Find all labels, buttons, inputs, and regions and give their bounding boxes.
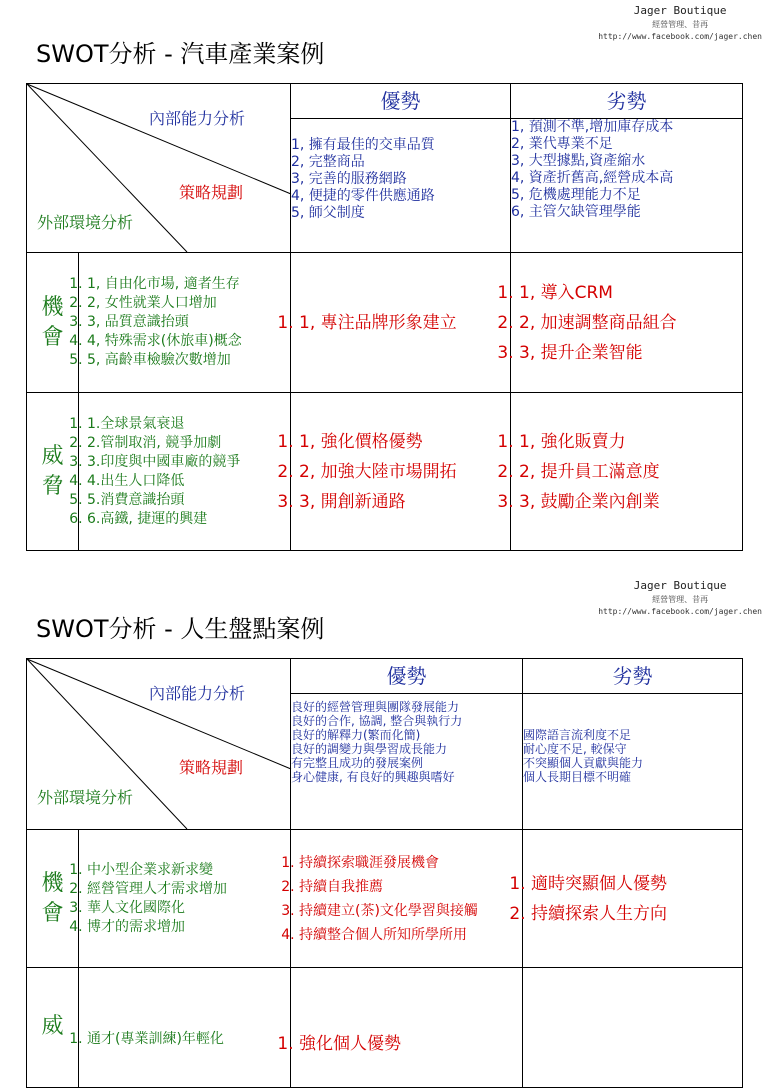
list-item: 4, 資產折舊高,經營成本高 [511,170,674,186]
strategy-label: 策略規劃 [179,183,244,202]
weaknesses-list [523,694,742,784]
threats-label: 威 [27,968,79,1088]
st-strategy-cell [291,393,511,551]
list-item: 3. 3.印度與中國車廠的競爭 [87,453,286,472]
so-list [291,851,522,947]
list-item: 2, 業代專業不足 [511,136,613,152]
st-list [291,427,510,517]
list-item: 3. 3, 提升企業智能 [519,338,736,368]
threats-cell [79,393,291,551]
strengths-cell [291,84,511,253]
list-item: 良好的經營管理與團隊發展能力 [291,700,460,714]
list-item: 3, 完善的服務網路 [291,171,407,187]
strengths-header: 優勢 [291,84,510,119]
opportunities-label: 機 會 [27,253,79,393]
brand-block [598,4,762,41]
wo-list [523,869,742,929]
list-item: 2. 持續探索人生方向 [531,899,736,929]
slide-life-review [0,575,768,1054]
list-item: 身心健康, 有良好的興趣與嗜好 [291,770,455,784]
weaknesses-cell [523,659,743,830]
list-item: 1. 通才(專業訓練)年輕化 [87,1030,286,1049]
opportunities-list [79,861,290,937]
list-item: 國際語言流利度不足 [523,728,632,742]
wo-list [511,278,742,368]
list-item: 2. 2, 加速調整商品組合 [519,308,736,338]
list-item: 1. 1, 強化價格優勢 [299,427,504,457]
list-item: 2. 2, 加強大陸市場開拓 [299,457,504,487]
brand-name: Jager Boutique [633,579,727,592]
list-item: 1, 預測不準,增加庫存成本 [511,119,674,135]
list-item: 3. 3, 品質意識抬頭 [87,313,286,332]
list-item: 5, 師父制度 [291,205,365,221]
list-item: 3. 持續建立(茶)文化學習與接觸 [299,899,516,923]
list-item: 4. 4, 特殊需求(休旅車)概念 [87,332,286,351]
brand-url: http://www.facebook.com/jager.chen [598,32,762,41]
list-item: 3. 3, 鼓勵企業內創業 [519,487,736,517]
brand-subtitle: 經營管理、昔再 [652,595,709,604]
strategy-label: 策略規劃 [179,758,244,777]
list-item: 良好的合作, 協調, 整合與執行力 [291,714,463,728]
strengths-list [291,119,510,222]
slide-title: SWOT分析 - 人生盤點案例 [36,615,325,643]
brand-subtitle: 經營管理、昔再 [652,20,709,29]
list-item: 良好的調變力與學習成長能力 [291,742,448,756]
list-item: 1. 中小型企業求新求變 [87,861,286,880]
list-item: 1. 1, 專注品牌形象建立 [299,308,504,338]
threats-label: 威 脅 [27,393,79,551]
list-item: 4. 博才的需求增加 [87,918,286,937]
list-item: 1. 持續探索職涯發展機會 [299,851,516,875]
wt-strategy-cell [523,968,743,1088]
list-item: 4. 持續整合個人所知所學所用 [299,923,516,947]
opportunities-list [79,275,290,370]
list-item: 個人長期目標不明確 [523,770,632,784]
list-item: 良好的解釋力(繁而化簡) [291,728,421,742]
swot-corner-cell [27,84,291,253]
so-strategy-cell [291,830,523,968]
wt-list [511,427,742,517]
list-item: 1. 1, 自由化市場, 適者生存 [87,275,286,294]
so-strategy-cell [291,253,511,393]
list-item: 6, 主管欠缺管理學能 [511,204,641,220]
weaknesses-cell [511,84,743,253]
wo-strategy-cell [511,253,743,393]
wt-strategy-cell [511,393,743,551]
threats-list [79,415,290,529]
strengths-header: 優勢 [291,659,522,694]
brand-block [598,579,762,616]
list-item: 1. 1.全球景氣衰退 [87,415,286,434]
list-item: 6. 6.高鐵, 捷運的興建 [87,510,286,529]
list-item: 3. 華人文化國際化 [87,899,286,918]
list-item: 5, 危機處理能力不足 [511,187,641,203]
st-list [291,1029,522,1059]
internal-analysis-label: 內部能力分析 [149,109,246,128]
list-item: 2. 2, 提升員工滿意度 [519,457,736,487]
opportunities-cell [79,830,291,968]
weaknesses-header: 劣勢 [523,659,742,694]
swot-corner-cell [27,659,291,830]
list-item: 1. 強化個人優勢 [299,1029,516,1059]
swot-table [26,658,743,1088]
list-item: 2, 完整商品 [291,154,365,170]
list-item: 2. 持續自我推薦 [299,875,516,899]
slide-title: SWOT分析 - 汽車產業案例 [36,40,325,68]
wo-strategy-cell [523,830,743,968]
external-analysis-label: 外部環境分析 [37,213,134,232]
list-item: 2. 2.管制取消, 競爭加劇 [87,434,286,453]
list-item: 3, 大型據點,資產縮水 [511,153,646,169]
list-item: 3. 3, 開創新通路 [299,487,504,517]
opportunities-cell [79,253,291,393]
list-item: 5. 5, 高齡車檢驗次數增加 [87,351,286,370]
list-item: 1. 1, 導入CRM [519,278,736,308]
brand-name: Jager Boutique [633,4,727,17]
list-item: 1, 擁有最佳的交車品質 [291,137,435,153]
list-item: 不突顯個人貢獻與能力 [523,756,644,770]
list-item: 1. 適時突顯個人優勢 [531,869,736,899]
list-item: 4. 4.出生人口降低 [87,472,286,491]
swot-table [26,83,743,551]
list-item: 2. 經營管理人才需求增加 [87,880,286,899]
so-list [291,308,510,338]
weaknesses-list [511,119,742,221]
internal-analysis-label: 內部能力分析 [149,684,246,703]
list-item: 5. 5.消費意識抬頭 [87,491,286,510]
weaknesses-header: 劣勢 [511,84,742,119]
strengths-cell [291,659,523,830]
brand-url: http://www.facebook.com/jager.chen [598,607,762,616]
list-item: 4, 便捷的零件供應通路 [291,188,435,204]
list-item: 耐心度不足, 較保守 [523,742,627,756]
st-strategy-cell [291,968,523,1088]
threats-list [79,1030,290,1049]
strengths-list [291,694,522,784]
list-item: 有完整且成功的發展案例 [291,756,424,770]
list-item: 1. 1, 強化販賣力 [519,427,736,457]
external-analysis-label: 外部環境分析 [37,788,134,807]
list-item: 2. 2, 女性就業人口增加 [87,294,286,313]
opportunities-label: 機 會 [27,830,79,968]
threats-cell [79,968,291,1088]
